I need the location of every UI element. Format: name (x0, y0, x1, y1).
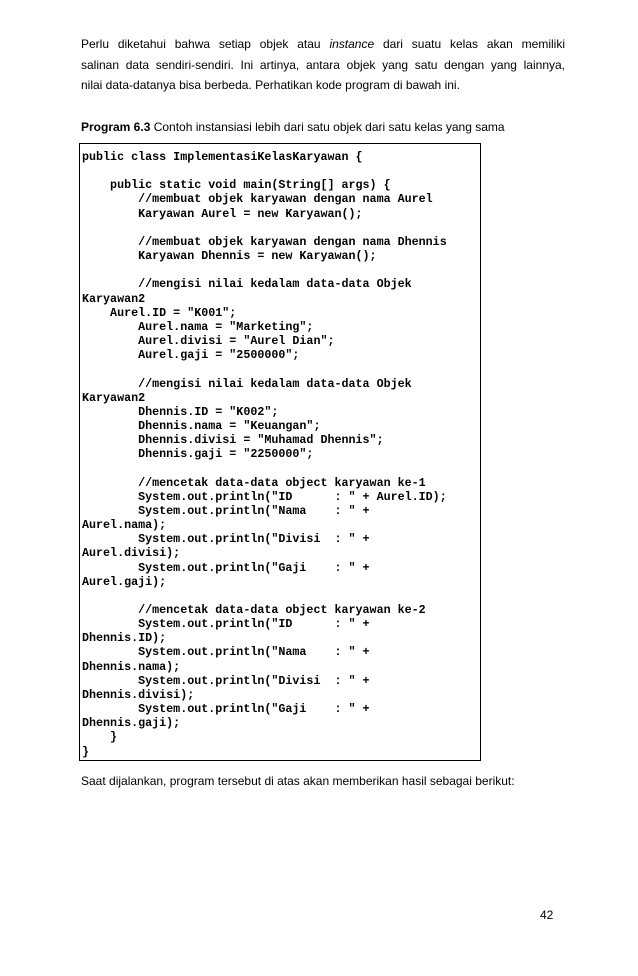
outro-paragraph: Saat dijalankan, program tersebut di atas akan memberikan hasil sebagai berikut: (81, 774, 515, 788)
intro-emphasis-instance: instance (329, 37, 375, 51)
program-caption-text: Contoh instansiasi lebih dari satu objek dari satu kelas yang sama (150, 120, 505, 134)
intro-line-1-text-end: dari suatu kelas akan memiliki (374, 37, 565, 51)
program-caption (81, 117, 565, 138)
intro-line-2: salinan data sendiri-sendiri. Ini artinya, antara objek yang satu dengan yang lainnya, (81, 57, 565, 72)
page-number: 42 (540, 908, 554, 922)
code-listing-box (79, 143, 481, 761)
program-caption-label: Program 6.3 (81, 120, 151, 134)
intro-paragraph (81, 34, 565, 96)
code-listing: public class ImplementasiKelasKaryawan { public static void main(String[] args) { //membuat objek karyawan dengan nama Aurel Karyawan Aurel = new Karyawan(); //membuat objek karyawan dengan nama Dhennis Karyawan Dhennis = new Karyawan(); //mengisi nilai kedalam data-data Objek Karyawan2 Aurel.ID = "K001"; Aurel.nama = "Marketing"; Aurel.divisi = "Aurel Dian"; Aurel.gaji = "2500000"; //mengisi nilai kedalam data-data Objek Karyawan2 Dhennis.ID = "K002"; Dhennis.nama = "Keuangan"; Dhennis.divisi = "Muhamad Dhennis"; Dhennis.gaji = "2250000"; //mencetak data-data object karyawan ke-1 System.out.println("ID : " + Aurel.ID); System.out.println("Nama : " + Aurel.nama); System.out.println("Divisi : " + Aurel.divisi); System.out.println("Gaji : " + Aurel.gaji); //mencetak data-data object karyawan ke-2 System.out.println("ID : " + Dhennis.ID); System.out.println("Nama : " + Dhennis.nama); System.out.println("Divisi : " + Dhennis.divisi); System.out.println("Gaji : " + Dhennis.gaji); } } (82, 150, 447, 759)
intro-line-1-text: Perlu diketahui bahwa setiap objek atau (81, 37, 330, 51)
intro-line-1 (81, 34, 565, 55)
intro-line-3: nilai data-datanya bisa berbeda. Perhatikan kode program di bawah ini. (81, 78, 460, 92)
